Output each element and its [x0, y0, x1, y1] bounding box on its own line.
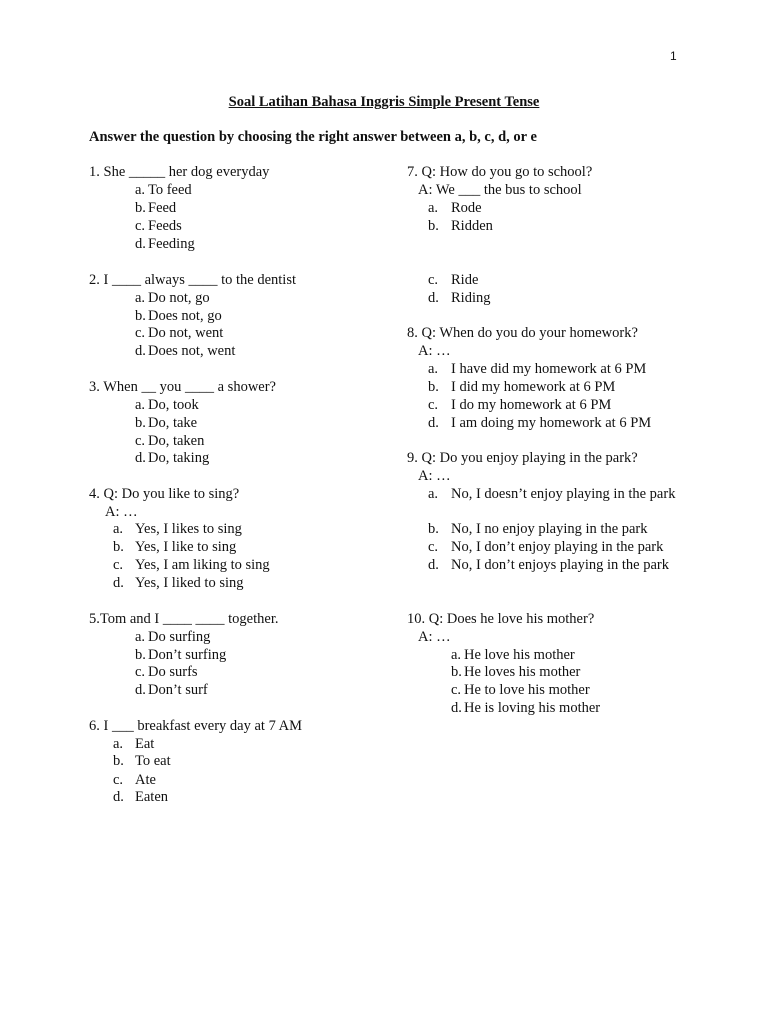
option-text: Do, took [148, 397, 199, 413]
option-letter: c. [428, 397, 439, 413]
instructions: Answer the question by choosing the right answer between a, b, c, d, or e [89, 129, 537, 145]
question-stem: 4. Q: Do you like to sing? [89, 486, 240, 502]
option-letter: d. [428, 557, 439, 573]
answer-prompt: A: … [418, 629, 451, 645]
option-text: Do not, go [148, 290, 210, 306]
option-text: To feed [148, 182, 192, 198]
option-letter: a. [135, 629, 146, 645]
page-number: 1 [670, 49, 677, 63]
option-letter: b. [135, 308, 146, 324]
option-text: He to love his mother [464, 682, 590, 698]
question-stem: 8. Q: When do you do your homework? [407, 325, 638, 341]
option-text: Don’t surf [148, 682, 208, 698]
answer-prompt: A: We ___ the bus to school [418, 182, 582, 198]
option-letter: b. [113, 539, 124, 555]
option-text: I do my homework at 6 PM [451, 397, 612, 413]
option-text: Rode [451, 200, 482, 216]
answer-prompt: A: … [418, 343, 451, 359]
option-letter: c. [451, 682, 462, 698]
option-letter: d. [428, 290, 439, 306]
option-text: Do surfing [148, 629, 211, 645]
option-text: Does not, go [148, 308, 222, 324]
option-letter: c. [135, 218, 146, 234]
option-letter: a. [428, 200, 439, 216]
option-text: Yes, I am liking to sing [135, 557, 270, 573]
option-letter: c. [135, 325, 146, 341]
option-text: Feeding [148, 236, 195, 252]
option-letter: d. [428, 415, 439, 431]
question-stem: 3. When __ you ____ a shower? [89, 379, 276, 395]
option-letter: b. [428, 218, 439, 234]
question-stem: 2. I ____ always ____ to the dentist [89, 272, 297, 288]
option-text: No, I no enjoy playing in the park [451, 521, 648, 537]
option-letter: d. [135, 343, 146, 359]
option-letter: a. [113, 521, 124, 537]
option-text: Yes, I liked to sing [135, 575, 244, 591]
option-letter: a. [135, 182, 146, 198]
option-letter: c. [428, 272, 439, 288]
option-letter: b. [113, 753, 124, 769]
option-text: He love his mother [464, 647, 575, 663]
option-text: He is loving his mother [464, 700, 601, 716]
option-letter: d. [135, 236, 146, 252]
answer-prompt: A: … [418, 468, 451, 484]
option-letter: b. [135, 415, 146, 431]
option-letter: d. [451, 700, 462, 716]
option-text: Ate [135, 772, 156, 788]
option-letter: c. [113, 557, 124, 573]
option-letter: d. [113, 789, 124, 805]
option-letter: c. [135, 664, 146, 680]
option-text: Do not, went [148, 325, 224, 341]
option-letter: d. [113, 575, 124, 591]
question-stem: 6. I ___ breakfast every day at 7 AM [89, 718, 303, 734]
option-text: I am doing my homework at 6 PM [451, 415, 652, 431]
option-text: Ridden [451, 218, 493, 234]
option-text: Yes, I like to sing [135, 539, 237, 555]
option-text: Eat [135, 736, 155, 752]
option-text: Don’t surfing [148, 647, 227, 663]
option-letter: c. [113, 772, 124, 788]
option-text: Does not, went [148, 343, 236, 359]
question-stem: 7. Q: How do you go to school? [407, 164, 593, 180]
option-text: Do, taken [148, 433, 205, 449]
question-stem: 1. She _____ her dog everyday [89, 164, 270, 180]
question-stem: 10. Q: Does he love his mother? [407, 611, 595, 627]
option-text: Riding [451, 290, 491, 306]
option-letter: d. [135, 682, 146, 698]
answer-prompt: A: … [105, 504, 138, 520]
option-text: Eaten [135, 789, 169, 805]
option-letter: a. [135, 397, 146, 413]
option-text: Feeds [148, 218, 182, 234]
option-text: Do, taking [148, 450, 210, 466]
option-text: No, I don’t enjoys playing in the park [451, 557, 670, 573]
option-letter: b. [428, 521, 439, 537]
option-letter: a. [451, 647, 462, 663]
option-text: Yes, I likes to sing [135, 521, 242, 537]
question-stem: 9. Q: Do you enjoy playing in the park? [407, 450, 638, 466]
option-text: I did my homework at 6 PM [451, 379, 616, 395]
option-letter: c. [135, 433, 146, 449]
question-stem: 5.Tom and I ____ ____ together. [89, 611, 279, 627]
option-letter: a. [113, 736, 124, 752]
option-letter: a. [428, 486, 439, 502]
option-text: Ride [451, 272, 479, 288]
option-text: I have did my homework at 6 PM [451, 361, 647, 377]
option-letter: a. [135, 290, 146, 306]
option-text: Feed [148, 200, 177, 216]
option-letter: d. [135, 450, 146, 466]
option-text: To eat [135, 753, 171, 769]
option-letter: b. [428, 379, 439, 395]
document-title: Soal Latihan Bahasa Inggris Simple Present Tense [228, 94, 540, 110]
option-letter: b. [451, 664, 462, 680]
option-letter: b. [135, 200, 146, 216]
option-text: He loves his mother [464, 664, 581, 680]
option-text: No, I don’t enjoy playing in the park [451, 539, 664, 555]
option-letter: a. [428, 361, 439, 377]
option-text: Do surfs [148, 664, 198, 680]
option-letter: c. [428, 539, 439, 555]
option-text: No, I doesn’t enjoy playing in the park [451, 486, 676, 502]
option-letter: b. [135, 647, 146, 663]
option-text: Do, take [148, 415, 198, 431]
